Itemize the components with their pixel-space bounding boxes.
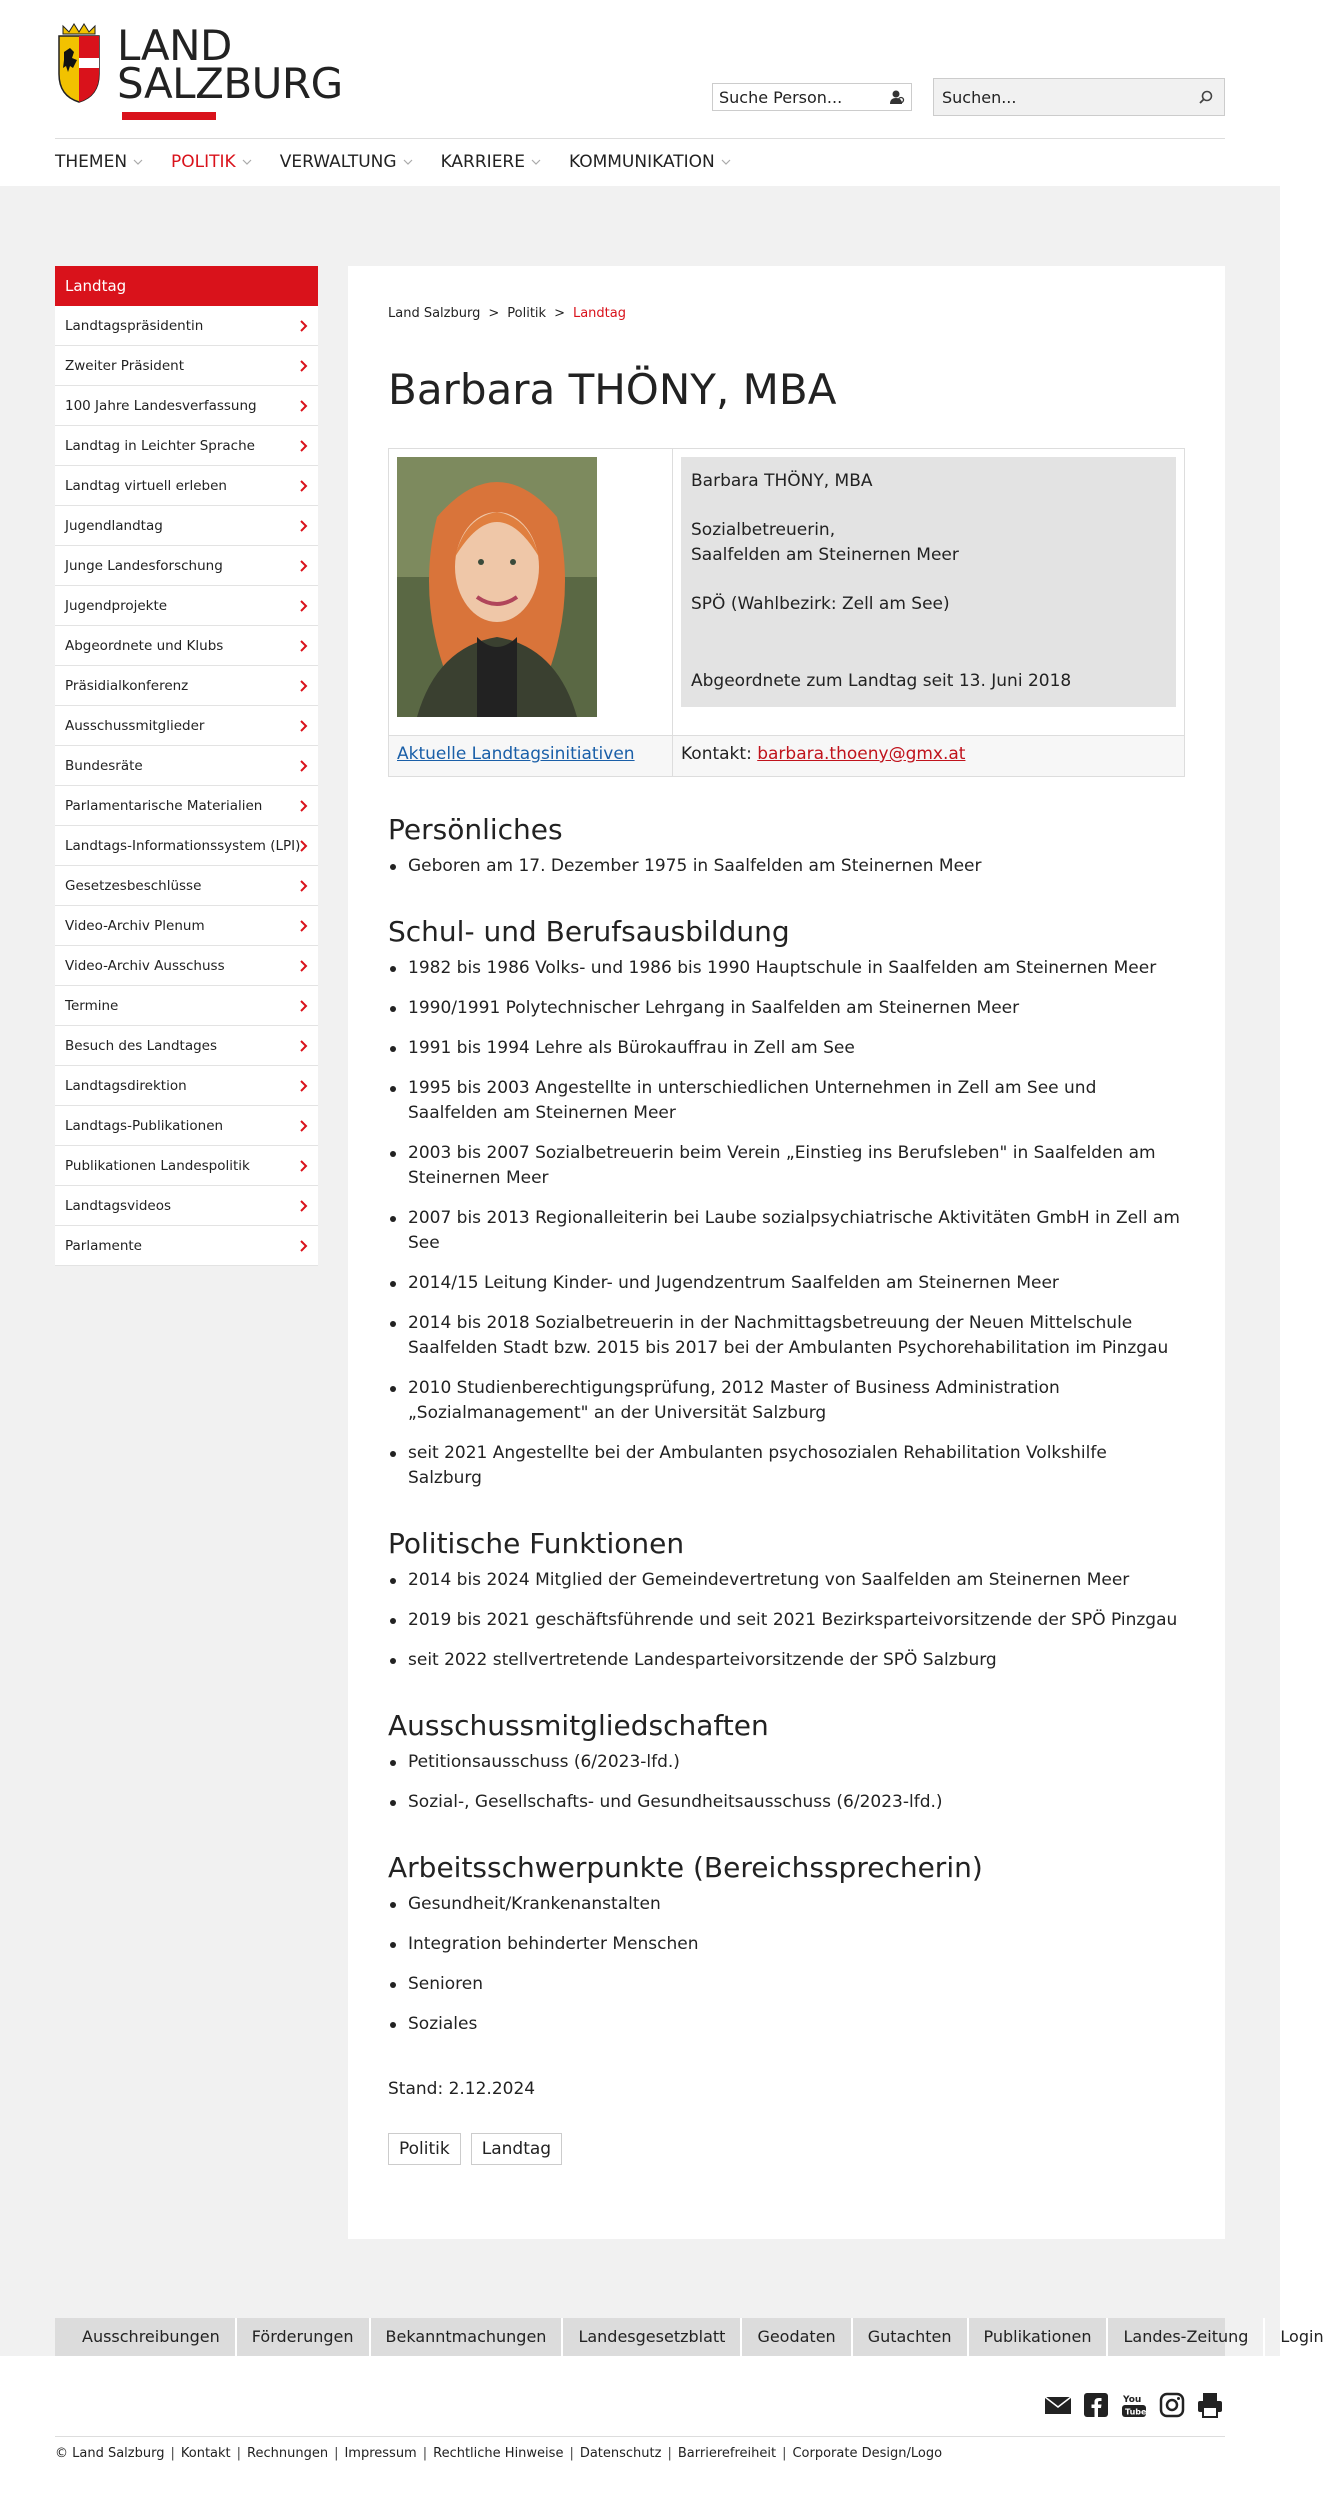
- chevron-right-icon: [300, 560, 308, 572]
- list-item: 1991 bis 1994 Lehre als Bürokauffrau in Zell am See: [388, 1036, 1185, 1061]
- list-item: Sozial-, Gesellschafts- und Gesundheitsausschuss (6/2023-lfd.): [388, 1790, 1185, 1815]
- footer-link[interactable]: Landesgesetzblatt: [563, 2318, 742, 2356]
- legal-link[interactable]: Datenschutz: [579, 2446, 662, 2461]
- sidebar-item[interactable]: [55, 386, 318, 426]
- sidebar-item-label: Besuch des Landtages: [65, 1038, 218, 1054]
- sidebar-item-label: Landtagspräsidentin: [65, 318, 204, 334]
- chevron-down-icon: [242, 157, 252, 167]
- salzburg-crest-icon: [55, 22, 103, 104]
- chevron-right-icon: [300, 640, 308, 652]
- section-heading: Ausschussmitgliedschaften: [388, 1709, 769, 1742]
- sidebar-item[interactable]: [55, 586, 318, 626]
- list-item: 1982 bis 1986 Volks- und 1986 bis 1990 Hauptschule in Saalfelden am Steinernen Meer: [388, 956, 1185, 981]
- sidebar-item[interactable]: [55, 946, 318, 986]
- chevron-right-icon: [300, 1240, 308, 1252]
- initiatives-link[interactable]: Aktuelle Landtagsinitiativen: [397, 744, 635, 764]
- sidebar-item[interactable]: [55, 1106, 318, 1146]
- social-icons: [1043, 2390, 1225, 2420]
- sidebar-item[interactable]: [55, 626, 318, 666]
- legal-separator: |: [422, 2446, 428, 2461]
- section-heading: Arbeitsschwerpunkte (Bereichssprecherin): [388, 1851, 983, 1884]
- chevron-down-icon: [721, 157, 731, 167]
- legal-separator: |: [170, 2446, 175, 2461]
- breadcrumb-separator: >: [554, 306, 565, 321]
- sidebar-item[interactable]: [55, 746, 318, 786]
- footer-link[interactable]: Förderungen: [237, 2318, 371, 2356]
- legal-separator: |: [782, 2446, 787, 2461]
- chevron-right-icon: [300, 680, 308, 692]
- profile-card: [388, 448, 1185, 777]
- chevron-right-icon: [300, 1200, 308, 1212]
- footer-link[interactable]: Publikationen: [969, 2318, 1109, 2356]
- section-list: [388, 1568, 1185, 1673]
- sidebar-item-label: Landtag virtuell erleben: [65, 478, 227, 494]
- list-item: 2007 bis 2013 Regionalleiterin bei Laube sozialpsychiatrische Aktivitäten GmbH in Zell am See: [388, 1206, 1185, 1256]
- chevron-right-icon: [300, 720, 308, 732]
- section-list: [388, 1750, 1185, 1815]
- sidebar-menu: [55, 266, 318, 1266]
- section-list: [388, 956, 1185, 1491]
- section-heading: Persönliches: [388, 813, 563, 846]
- footer-links: [55, 2318, 1324, 2356]
- sidebar-item-label: Jugendprojekte: [65, 598, 168, 614]
- logo-text-land: LAND: [117, 21, 232, 70]
- nav-themen[interactable]: THEMEN: [55, 152, 143, 172]
- youtube-icon[interactable]: [1119, 2390, 1149, 2420]
- list-item: Geboren am 17. Dezember 1975 in Saalfelden am Steinernen Meer: [388, 854, 1185, 879]
- sidebar-item-label: Landtags-Informationssystem (LPI): [65, 838, 301, 854]
- chevron-right-icon: [300, 480, 308, 492]
- print-icon[interactable]: [1195, 2390, 1225, 2420]
- list-item: 2014/15 Leitung Kinder- und Jugendzentrum Saalfelden am Steinernen Meer: [388, 1271, 1185, 1296]
- sidebar-item-label: Landtag in Leichter Sprache: [65, 438, 255, 454]
- chevron-right-icon: [300, 520, 308, 532]
- sidebar-item-label: Termine: [65, 998, 119, 1014]
- chevron-right-icon: [300, 960, 308, 972]
- chevron-down-icon: [403, 157, 413, 167]
- tag-list: [388, 2133, 1185, 2165]
- tag-politik[interactable]: Politik: [388, 2133, 461, 2165]
- sidebar-item[interactable]: [55, 666, 318, 706]
- sidebar-item[interactable]: [55, 506, 318, 546]
- breadcrumb: [388, 306, 1185, 321]
- footer-link[interactable]: Gutachten: [853, 2318, 969, 2356]
- chevron-right-icon: [300, 360, 308, 372]
- sidebar-item-label: Abgeordnete und Klubs: [65, 638, 224, 654]
- chevron-right-icon: [300, 1040, 308, 1052]
- sidebar-item[interactable]: [55, 786, 318, 826]
- sidebar-item[interactable]: [55, 306, 318, 346]
- list-item: Senioren: [388, 1972, 1185, 1997]
- biography-sections: [388, 813, 1185, 2037]
- section-list: [388, 1892, 1185, 2037]
- breadcrumb-politik[interactable]: Politik: [507, 306, 547, 321]
- page-title: Barbara THÖNY, MBA: [388, 365, 837, 414]
- sidebar-item-label: Landtags-Publikationen: [65, 1118, 224, 1134]
- site-search-input[interactable]: [933, 78, 1225, 116]
- sidebar-item-label: Video-Archiv Ausschuss: [65, 958, 225, 974]
- sidebar-item[interactable]: [55, 866, 318, 906]
- sidebar-item-label: Präsidialkonferenz: [65, 678, 189, 694]
- breadcrumb-landtag[interactable]: Landtag: [572, 306, 626, 321]
- sidebar-item-label: Video-Archiv Plenum: [65, 918, 205, 934]
- legal-links: [55, 2446, 942, 2461]
- chevron-down-icon: [531, 157, 541, 167]
- portrait-image: [397, 457, 597, 717]
- list-item: Gesundheit/Krankenanstalten: [388, 1892, 1185, 1917]
- sidebar-item[interactable]: [55, 1066, 318, 1106]
- chevron-right-icon: [300, 1160, 308, 1172]
- sidebar-item[interactable]: [55, 1026, 318, 1066]
- sidebar-item[interactable]: [55, 546, 318, 586]
- facebook-icon[interactable]: [1081, 2390, 1111, 2420]
- portrait-photo: [397, 457, 597, 717]
- search-icon[interactable]: [1198, 89, 1214, 105]
- chevron-right-icon: [300, 1000, 308, 1012]
- sidebar-item-label: Junge Landesforschung: [65, 558, 223, 574]
- sidebar-item[interactable]: [55, 906, 318, 946]
- breadcrumb-land-salzburg[interactable]: Land Salzburg: [388, 306, 481, 321]
- list-item: 2014 bis 2024 Mitglied der Gemeindevertretung von Saalfelden am Steinernen Meer: [388, 1568, 1185, 1593]
- main-navigation: [55, 152, 731, 172]
- profile-details: [681, 457, 1176, 707]
- sidebar-item-label: Parlamentarische Materialien: [65, 798, 263, 814]
- footer-link[interactable]: Ausschreibungen: [55, 2318, 237, 2356]
- sidebar-item[interactable]: [55, 1226, 318, 1266]
- page-body: [0, 186, 1324, 2356]
- sidebar-item[interactable]: [55, 1186, 318, 1226]
- sidebar-item-label: 100 Jahre Landesverfassung: [65, 398, 257, 414]
- sidebar-item-label: Zweiter Präsident: [65, 358, 185, 374]
- chevron-right-icon: [300, 920, 308, 932]
- person-icon[interactable]: [889, 89, 905, 105]
- list-item: seit 2022 stellvertretende Landesparteivorsitzende der SPÖ Salzburg: [388, 1648, 1185, 1673]
- profile-since: Abgeordnete zum Landtag seit 13. Juni 2018: [691, 671, 1072, 691]
- nav-verwaltung[interactable]: VERWALTUNG: [280, 152, 413, 172]
- svg-text:You: You: [1123, 2395, 1142, 2405]
- profile-occupation: Sozialbetreuerin, Saalfelden am Steinernen Meer: [691, 520, 959, 565]
- list-item: 2019 bis 2021 geschäftsführende und seit 2021 Bezirksparteivorsitzende der SPÖ Pinzgau: [388, 1608, 1185, 1633]
- list-item: 2010 Studienberechtigungsprüfung, 2012 Master of Business Administration „Sozialmanagement" an der Universität Salzburg: [388, 1376, 1185, 1426]
- list-item: Integration behinderter Menschen: [388, 1932, 1185, 1957]
- nav-karriere[interactable]: KARRIERE: [441, 152, 541, 172]
- legal-link[interactable]: Corporate Design/Logo: [792, 2446, 943, 2461]
- list-item: Petitionsausschuss (6/2023-lfd.): [388, 1750, 1185, 1775]
- contact-label: Kontakt:: [681, 744, 752, 764]
- legal-link[interactable]: Impressum: [344, 2446, 417, 2461]
- legal-separator: |: [236, 2446, 242, 2461]
- mail-icon[interactable]: [1043, 2390, 1073, 2420]
- site-footer: [0, 2356, 1280, 2506]
- logo-underline: [122, 112, 216, 120]
- chevron-down-icon: [133, 157, 143, 167]
- chevron-right-icon: [300, 400, 308, 412]
- svg-text:Tube: Tube: [1125, 2407, 1147, 2417]
- main-content: [348, 266, 1225, 2239]
- chevron-right-icon: [300, 440, 308, 452]
- breadcrumb-separator: >: [488, 306, 500, 321]
- chevron-right-icon: [300, 880, 308, 892]
- sidebar-item-label: Bundesräte: [65, 758, 143, 774]
- chevron-right-icon: [300, 800, 308, 812]
- list-item: 2014 bis 2018 Sozialbetreuerin in der Nachmittagsbetreuung der Neuen Mittelschule Saalfelden Stadt bzw. 2015 bis 2017 bei der Ambulanten Psychorehabilitation im Pinzgau: [388, 1311, 1185, 1361]
- nav-politik[interactable]: POLITIK: [171, 152, 252, 172]
- nav-kommunikation[interactable]: KOMMUNIKATION: [569, 152, 731, 172]
- chevron-right-icon: [300, 600, 308, 612]
- section-list: [388, 854, 1185, 879]
- site-search-placeholder: Suchen...: [942, 88, 1017, 107]
- sidebar-item-label: Parlamente: [65, 1238, 142, 1254]
- copyright-text: © Land Salzburg: [55, 2446, 165, 2461]
- land-salzburg-logo[interactable]: [55, 21, 343, 122]
- sidebar-item-label: Landtagsvideos: [65, 1198, 171, 1214]
- sidebar-item-label: Ausschussmitglieder: [65, 718, 205, 734]
- chevron-right-icon: [300, 1120, 308, 1132]
- sidebar-item[interactable]: [55, 426, 318, 466]
- sidebar-item-label: Gesetzesbeschlüsse: [65, 878, 202, 894]
- profile-name: Barbara THÖNY, MBA: [691, 471, 873, 491]
- legal-link[interactable]: Barrierefreiheit: [677, 2446, 777, 2461]
- footer-link[interactable]: Landes-Zeitung: [1108, 2318, 1265, 2356]
- sidebar-item[interactable]: [55, 986, 318, 1026]
- legal-separator: |: [334, 2446, 339, 2461]
- chevron-right-icon: [300, 840, 308, 852]
- sidebar-item[interactable]: [55, 1146, 318, 1186]
- footer-link[interactable]: Geodaten: [742, 2318, 852, 2356]
- sidebar-item-label: Landtagsdirektion: [65, 1078, 187, 1094]
- list-item: 1990/1991 Polytechnischer Lehrgang in Saalfelden am Steinernen Meer: [388, 996, 1185, 1021]
- footer-link[interactable]: Login: [1265, 2318, 1340, 2356]
- contact-email-link[interactable]: barbara.thoeny@gmx.at: [757, 744, 966, 764]
- person-search-placeholder: Suche Person...: [719, 88, 843, 107]
- sidebar-item-label: Publikationen Landespolitik: [65, 1158, 250, 1174]
- list-item: 1995 bis 2003 Angestellte in unterschiedlichen Unternehmen in Zell am See und Saalfelden am Steinernen Meer: [388, 1076, 1185, 1126]
- chevron-right-icon: [300, 760, 308, 772]
- legal-separator: |: [569, 2446, 574, 2461]
- sidebar-title[interactable]: Landtag: [55, 266, 318, 306]
- chevron-right-icon: [300, 1080, 308, 1092]
- chevron-right-icon: [300, 320, 308, 332]
- list-item: seit 2021 Angestellte bei der Ambulanten psychosozialen Rehabilitation Volkshilfe Salzburg: [388, 1441, 1185, 1491]
- sidebar-item[interactable]: [55, 826, 318, 866]
- section-heading: Schul- und Berufsausbildung: [388, 915, 790, 948]
- legal-link[interactable]: Rechtliche Hinweise: [433, 2446, 564, 2461]
- header-divider: [55, 138, 1225, 139]
- sidebar-item[interactable]: [55, 706, 318, 746]
- person-search-input[interactable]: [712, 83, 912, 111]
- sidebar-item-label: Jugendlandtag: [65, 518, 163, 534]
- legal-separator: |: [667, 2446, 672, 2461]
- sidebar-item[interactable]: [55, 346, 318, 386]
- sidebar-item[interactable]: [55, 466, 318, 506]
- list-item: Soziales: [388, 2012, 1185, 2037]
- tag-landtag[interactable]: Landtag: [471, 2133, 562, 2165]
- section-heading: Politische Funktionen: [388, 1527, 685, 1560]
- logo-text-salzburg: SALZBURG: [117, 59, 343, 108]
- instagram-icon[interactable]: [1157, 2390, 1187, 2420]
- profile-party: SPÖ (Wahlbezirk: Zell am See): [691, 594, 950, 614]
- site-header: [0, 0, 1280, 186]
- legal-link[interactable]: Rechnungen: [247, 2446, 329, 2461]
- list-item: 2003 bis 2007 Sozialbetreuerin beim Verein „Einstieg ins Berufsleben" in Saalfelden am Steinernen Meer: [388, 1141, 1185, 1191]
- stand-date: Stand: 2.12.2024: [388, 2079, 536, 2099]
- footer-divider: [55, 2436, 1225, 2437]
- legal-link[interactable]: Kontakt: [180, 2446, 231, 2461]
- footer-link[interactable]: Bekanntmachungen: [371, 2318, 564, 2356]
